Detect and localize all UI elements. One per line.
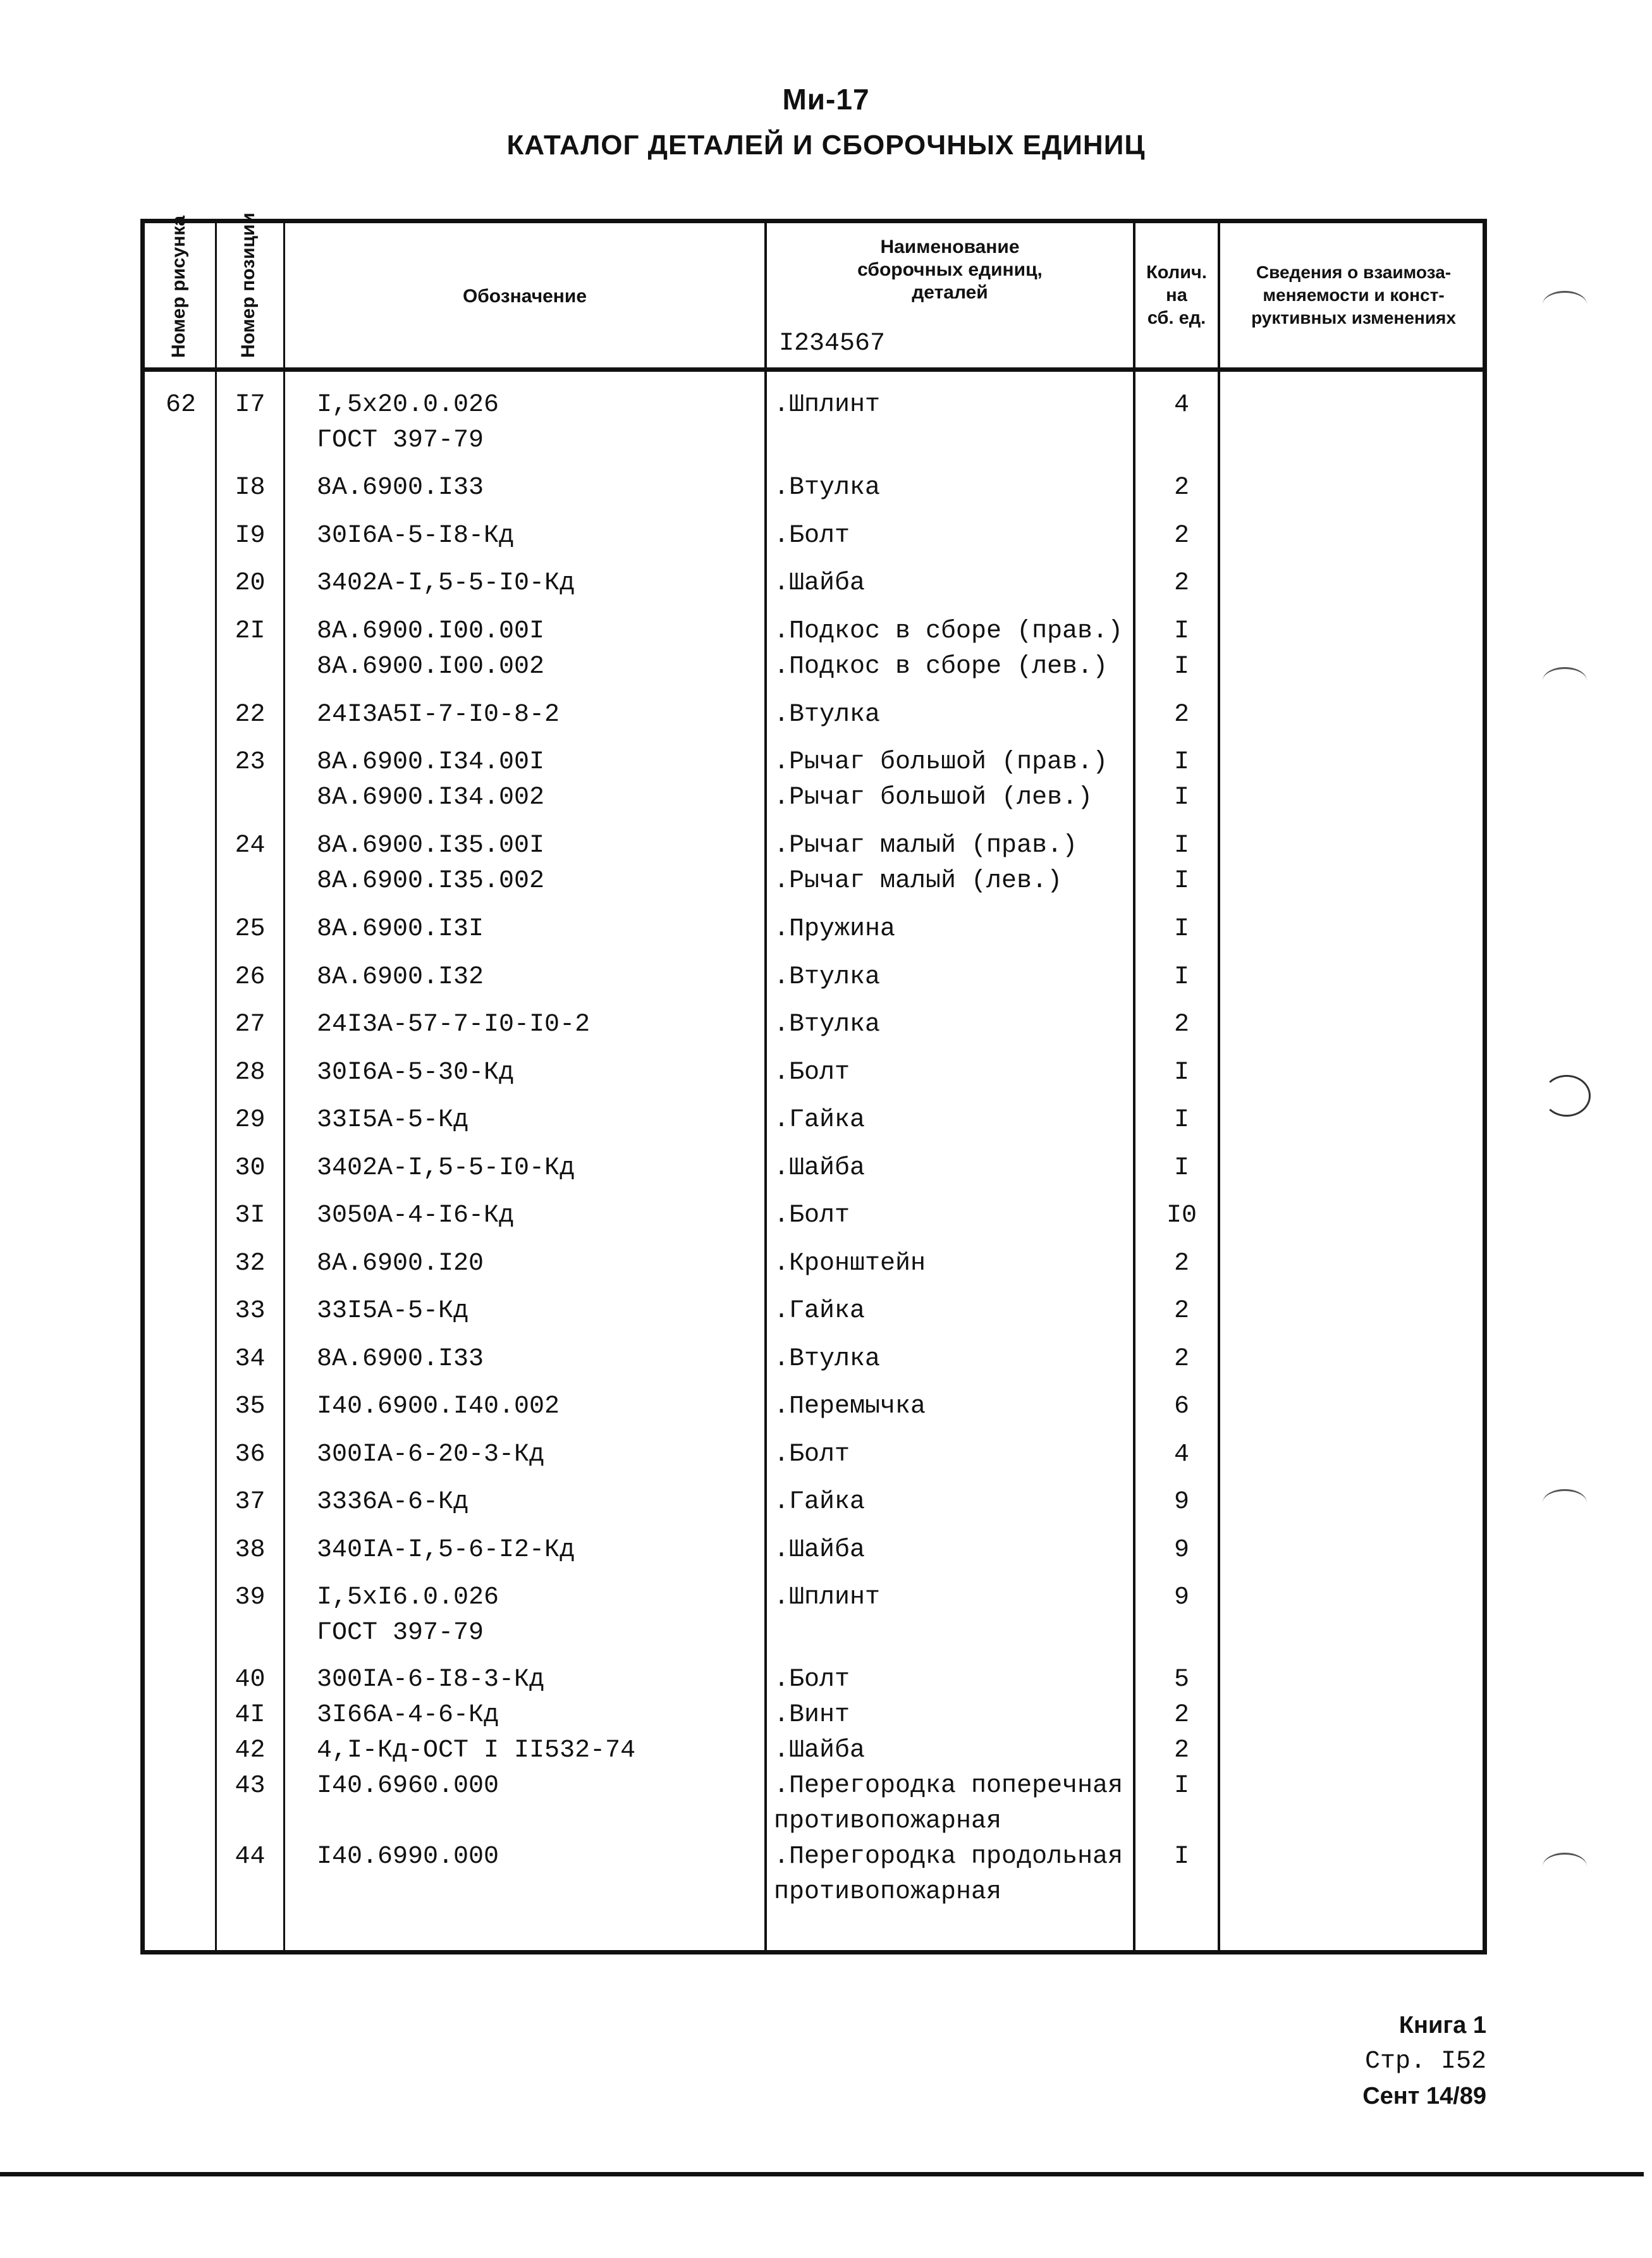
designation: 3050A-4-I6-Кд xyxy=(317,1201,515,1230)
part-name: .Подкос в сборе (прав.) .Подкос в сборе (лев.) xyxy=(774,617,1123,681)
designation: 24I3A5I-7-I0-8-2 xyxy=(317,701,560,729)
part-name: .Шайба xyxy=(774,1536,866,1564)
part-name: .Болт xyxy=(774,1666,850,1694)
quantity: 2 xyxy=(1173,1736,1189,1765)
position-number: 37 xyxy=(235,1488,266,1516)
designation: 8A.6900.I33 xyxy=(317,1345,484,1373)
header-name-code: I234567 xyxy=(779,329,886,358)
quantity: I xyxy=(1173,1058,1189,1087)
part-name: .Шплинт xyxy=(774,1583,881,1612)
quantity: 4 xyxy=(1173,1440,1189,1469)
position-number: 25 xyxy=(235,915,266,943)
part-name: .Винт xyxy=(774,1701,850,1729)
header-name-line: деталей xyxy=(912,282,988,303)
designation: 8A.6900.I34.00I 8A.6900.I34.002 xyxy=(317,748,545,812)
header-position-number: Номер позиции xyxy=(238,212,259,358)
part-name: .Кронштейн xyxy=(774,1249,926,1278)
designation: 8A.6900.I35.00I 8A.6900.I35.002 xyxy=(317,831,545,895)
quantity: I xyxy=(1173,915,1189,943)
designation: 30I6A-5-30-Кд xyxy=(317,1058,515,1087)
part-name: .Болт xyxy=(774,1440,850,1469)
quantity: I I xyxy=(1173,831,1189,895)
part-name: .Болт xyxy=(774,1201,850,1230)
part-name: .Перегородка продольная противопожарная xyxy=(774,1843,1123,1906)
designation: 340IA-I,5-6-I2-Кд xyxy=(317,1536,575,1564)
position-number: 2I xyxy=(235,617,266,646)
quantity: I0 xyxy=(1166,1201,1197,1230)
quantity: 2 xyxy=(1173,1345,1189,1373)
quantity: I xyxy=(1173,1106,1189,1134)
position-number: 38 xyxy=(235,1536,266,1564)
position-number: 27 xyxy=(235,1010,266,1039)
part-name: .Болт xyxy=(774,522,850,550)
quantity: 9 xyxy=(1173,1583,1189,1612)
position-number: 33 xyxy=(235,1297,266,1325)
page-number: Стр. I52 xyxy=(1364,2047,1486,2076)
part-name: .Шайба xyxy=(774,1736,866,1765)
part-name: .Шплинт xyxy=(774,391,881,419)
designation: 33I5A-5-Кд xyxy=(317,1297,469,1325)
position-number: 29 xyxy=(235,1106,266,1134)
designation: 3I66A-4-6-Кд xyxy=(317,1701,499,1729)
quantity: I xyxy=(1173,1154,1189,1182)
designation: 300IA-6-I8-3-Кд xyxy=(317,1666,545,1694)
position-number: I7 xyxy=(235,391,266,419)
header-notes-line: меняемости и конст- xyxy=(1263,285,1445,305)
header-quantity xyxy=(1135,261,1218,329)
designation: 33I5A-5-Кд xyxy=(317,1106,469,1134)
quantity: 2 xyxy=(1173,1701,1189,1729)
designation: 300IA-6-20-3-Кд xyxy=(317,1440,545,1469)
position-number: 24 xyxy=(235,831,266,860)
designation: 24I3A-57-7-I0-I0-2 xyxy=(317,1010,590,1039)
quantity: I xyxy=(1173,1772,1189,1800)
part-name: .Втулка xyxy=(774,963,881,991)
part-name: .Гайка xyxy=(774,1488,866,1516)
part-name: .Перемычка xyxy=(774,1392,926,1421)
document-title: Ми-17 xyxy=(782,83,870,116)
position-number: 32 xyxy=(235,1249,266,1278)
quantity: I I xyxy=(1173,617,1189,681)
position-number: 44 xyxy=(235,1843,266,1871)
quantity: 9 xyxy=(1173,1488,1189,1516)
position-number: 40 xyxy=(235,1666,266,1694)
position-number: 30 xyxy=(235,1154,266,1182)
part-name: .Втулка xyxy=(774,474,881,502)
quantity: I I xyxy=(1173,748,1189,812)
quantity: 4 xyxy=(1173,391,1189,419)
header-name xyxy=(767,236,1133,304)
binder-hole-mark xyxy=(1543,1075,1591,1117)
position-number: I8 xyxy=(235,474,266,502)
designation: 8A.6900.I33 xyxy=(317,474,484,502)
part-name: .Гайка xyxy=(774,1297,866,1325)
quantity: 2 xyxy=(1173,1297,1189,1325)
quantity: 2 xyxy=(1173,1010,1189,1039)
position-number: 3I xyxy=(235,1201,266,1230)
document-subtitle: КАТАЛОГ ДЕТАЛЕЙ И СБОРОЧНЫХ ЕДИНИЦ xyxy=(506,130,1146,161)
designation: 8A.6900.I32 xyxy=(317,963,484,991)
quantity: 2 xyxy=(1173,701,1189,729)
part-name: .Рычаг малый (прав.) .Рычаг малый (лев.) xyxy=(774,831,1078,895)
header-quantity-line: Колич. xyxy=(1146,262,1207,283)
position-number: 36 xyxy=(235,1440,266,1469)
part-name: .Втулка xyxy=(774,1010,881,1039)
quantity: 5 xyxy=(1173,1666,1189,1694)
quantity: 6 xyxy=(1173,1392,1189,1421)
header-designation: Обозначение xyxy=(462,286,587,307)
header-separator xyxy=(145,367,1483,372)
figure-number: 62 xyxy=(165,391,196,419)
header-notes-line: руктивных изменениях xyxy=(1251,308,1456,328)
position-number: 34 xyxy=(235,1345,266,1373)
header-name-line: сборочных единиц, xyxy=(857,259,1043,280)
header-name-line: Наименование xyxy=(880,236,1020,257)
binder-hole-mark xyxy=(1543,1853,1587,1880)
position-number: 4I xyxy=(235,1701,266,1729)
position-number: 43 xyxy=(235,1772,266,1800)
position-number: 42 xyxy=(235,1736,266,1765)
column-divider xyxy=(283,223,285,1950)
quantity: 2 xyxy=(1173,474,1189,502)
quantity: I xyxy=(1173,963,1189,991)
position-number: 28 xyxy=(235,1058,266,1087)
part-name: .Пружина xyxy=(774,915,896,943)
part-name: .Рычаг большой (прав.) .Рычаг большой (лев.) xyxy=(774,748,1108,812)
quantity: 2 xyxy=(1173,522,1189,550)
designation: 4,I-Кд-ОСТ I II532-74 xyxy=(317,1736,636,1765)
designation: 8A.6900.I00.00I 8A.6900.I00.002 xyxy=(317,617,545,681)
designation: 3402A-I,5-5-I0-Кд xyxy=(317,1154,575,1182)
part-name: .Гайка xyxy=(774,1106,866,1134)
quantity: 9 xyxy=(1173,1536,1189,1564)
quantity: I xyxy=(1173,1843,1189,1871)
part-name: .Втулка xyxy=(774,701,881,729)
position-number: I9 xyxy=(235,522,266,550)
header-interchangeability-notes xyxy=(1220,261,1487,329)
designation: 3336A-6-Кд xyxy=(317,1488,469,1516)
position-number: 39 xyxy=(235,1583,266,1612)
header-quantity-line: на xyxy=(1166,285,1187,305)
position-number: 23 xyxy=(235,748,266,776)
part-name: .Болт xyxy=(774,1058,850,1087)
parts-catalog-table xyxy=(140,212,1487,1954)
part-name: .Шайба xyxy=(774,569,866,598)
part-name: .Втулка xyxy=(774,1345,881,1373)
quantity: 2 xyxy=(1173,569,1189,598)
designation: I40.6960.000 xyxy=(317,1772,499,1800)
designation: 30I6A-5-I8-Кд xyxy=(317,522,515,550)
part-name: .Перегородка поперечная противопожарная xyxy=(774,1772,1123,1836)
binder-hole-mark xyxy=(1543,291,1587,318)
designation: 8A.6900.I3I xyxy=(317,915,484,943)
designation: 8A.6900.I20 xyxy=(317,1249,484,1278)
binder-hole-mark xyxy=(1543,1489,1587,1516)
header-figure-number: Номер рисунка xyxy=(168,215,189,358)
designation: 3402A-I,5-5-I0-Кд xyxy=(317,569,575,598)
binder-hole-mark xyxy=(1543,667,1587,694)
position-number: 35 xyxy=(235,1392,266,1421)
book-number: Книга 1 xyxy=(1398,2012,1486,2039)
position-number: 20 xyxy=(235,569,266,598)
header-notes-line: Сведения о взаимоза- xyxy=(1256,262,1452,282)
position-number: 26 xyxy=(235,963,266,991)
revision-date: Сент 14/89 xyxy=(1362,2083,1486,2109)
designation: I,5x20.0.026 ГОСТ 397-79 xyxy=(317,391,499,455)
header-quantity-line: сб. ед. xyxy=(1147,308,1206,328)
bottom-rule xyxy=(0,2172,1644,2176)
quantity: 2 xyxy=(1173,1249,1189,1278)
designation: I40.6900.I40.002 xyxy=(317,1392,560,1421)
designation: I40.6990.000 xyxy=(317,1843,499,1871)
designation: I,5xI6.0.026 ГОСТ 397-79 xyxy=(317,1583,499,1647)
part-name: .Шайба xyxy=(774,1154,866,1182)
position-number: 22 xyxy=(235,701,266,729)
